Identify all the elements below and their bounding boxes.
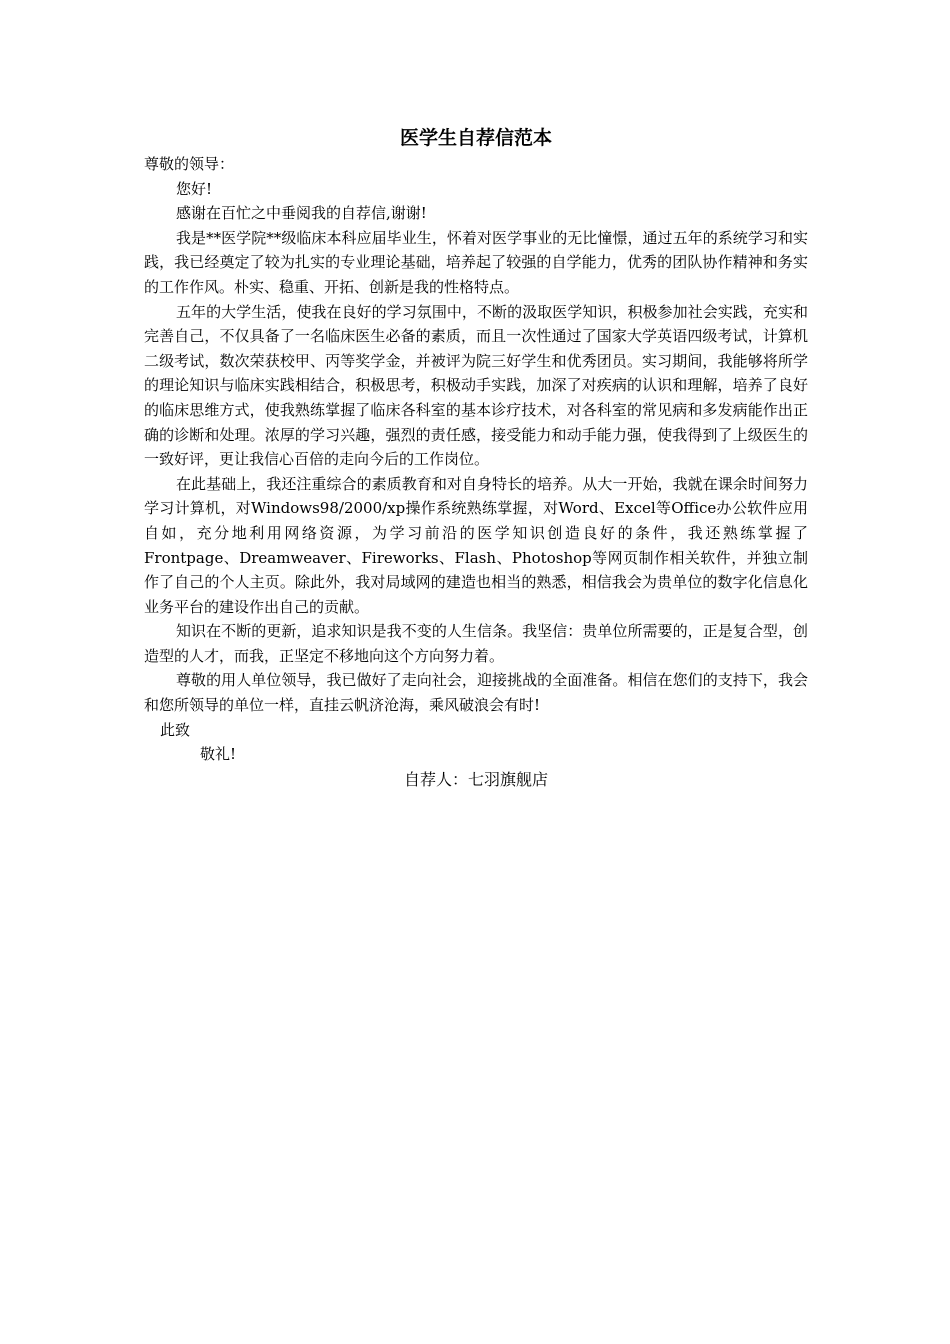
greeting: 您好! bbox=[176, 179, 213, 198]
closing-respects: 此致 bbox=[160, 720, 191, 739]
paragraph-computer-skills: 在此基础上，我还注重综合的素质教育和对自身特长的培养。从大一开始，我就在课余时间努力学习计算机，对Windows98/2000/xp操作系统熟练掌握，对Word、Excel等Office办公软件应用自如，充分地利用网络资源，为学习前沿的医学知识创造良好的条件，我还熟练掌握了Frontpage、Dreamweaver、Fireworks、Flash、Photoshop等网页制作相关软件，并独立制作了自己的个人主页。除此外，我对局域网的建造也相当的熟悉，相信我会为贵单位的数字化信息化业务平台的建设作出自己的贡献。 bbox=[144, 474, 808, 616]
paragraph-belief: 知识在不断的更新，追求知识是我不变的人生信条。我坚信：贵单位所需要的，正是复合型，创造型的人才，而我，正坚定不移地向这个方向努力着。 bbox=[144, 622, 808, 665]
paragraph-closing: 尊敬的用人单位领导，我已做好了走向社会，迎接挑战的全面准备。相信在您们的支持下，我会和您所领导的单位一样，直挂云帆济沧海，乘风破浪会有时! bbox=[144, 671, 808, 715]
closing-salute: 敬礼! bbox=[200, 745, 237, 764]
paragraph-introduction: 我是**医学院**级临床本科应届毕业生，怀着对医学事业的无比憧憬，通过五年的系统学习和实践，我已经奠定了较为扎实的专业理论基础，培养起了较强的自学能力，优秀的团队协作精神和务实的工作作风。朴实、稳重、开拓、创新是我的性格特点。 bbox=[144, 228, 808, 296]
letter-body bbox=[144, 124, 808, 793]
salutation: 尊敬的领导： bbox=[144, 155, 235, 173]
signature: 自荐人：七羽旗舰店 bbox=[403, 769, 548, 789]
document-title: 医学生自荐信范本 bbox=[399, 127, 552, 149]
paragraph-thanks: 感谢在百忙之中垂阅我的自荐信,谢谢! bbox=[176, 204, 427, 223]
paragraph-university-life: 五年的大学生活，使我在良好的学习氛围中，不断的汲取医学知识，积极参加社会实践，充实和完善自己，不仅具备了一名临床医生必备的素质，而且一次性通过了国家大学英语四级考试，计算机二级考试，数次荣获校甲、丙等奖学金，并被评为院三好学生和优秀团员。实习期间，我能够将所学的理论知识与临床实践相结合，积极思考，积极动手实践，加深了对疾病的认识和理解，培养了良好的临床思维方式，使我熟练掌握了临床各科室的基本诊疗技术，对各科室的常见病和多发病能作出正确的诊断和处理。浓厚的学习兴趣，强烈的责任感，接受能力和动手能力强，使我得到了上级医生的一致好评，更让我信心百倍的走向今后的工作岗位。 bbox=[144, 302, 808, 469]
